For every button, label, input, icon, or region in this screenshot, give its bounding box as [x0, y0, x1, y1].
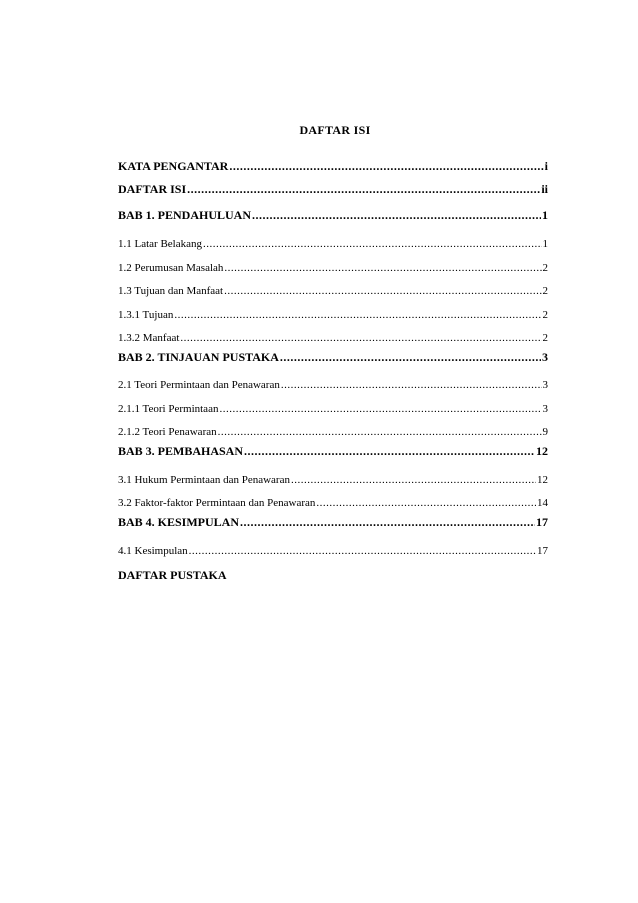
- toc-entry-label: DAFTAR ISI: [118, 182, 187, 196]
- toc-entry-page: 17: [536, 515, 548, 529]
- toc-entry-1-3[interactable]: [118, 284, 548, 299]
- toc-leader-dots: [180, 331, 541, 346]
- toc-entry-page: 3: [542, 350, 548, 364]
- toc-leader-dots: [224, 261, 541, 276]
- toc-leader-dots: [224, 284, 541, 299]
- toc-entry-page: 2: [542, 285, 548, 297]
- toc-entry-label: KATA PENGANTAR: [118, 159, 229, 173]
- toc-entry-page: i: [544, 159, 548, 173]
- toc-entry-page: 9: [542, 426, 548, 438]
- toc-leader-dots: [187, 181, 540, 197]
- toc-entry-1-3-1[interactable]: [118, 308, 548, 323]
- toc-entry-page: 1: [542, 238, 548, 250]
- toc-entry-page: 3: [542, 403, 548, 415]
- toc-entry-label: BAB 1. PENDAHULUAN: [118, 208, 252, 222]
- toc-entry-label: 4.1 Kesimpulan: [118, 545, 188, 557]
- toc-leader-dots: [174, 308, 541, 323]
- toc-entry-bab-4[interactable]: [118, 514, 548, 530]
- toc-entry-page: 12: [536, 444, 548, 458]
- toc-entry-label: 3.1 Hukum Permintaan dan Penawaran: [118, 474, 290, 486]
- toc-leader-dots: [203, 237, 542, 252]
- toc-leader-dots: [218, 425, 542, 440]
- toc-entry-daftar-pustaka[interactable]: [118, 567, 548, 583]
- toc-entry-bab-1[interactable]: [118, 207, 548, 223]
- toc-entry-label: 1.1 Latar Belakang: [118, 238, 202, 250]
- toc-leader-dots: [229, 158, 543, 174]
- toc-entry-3-1[interactable]: [118, 473, 548, 488]
- toc-entry-page: ii: [541, 182, 548, 196]
- toc-leader-dots: [281, 378, 542, 393]
- toc-entry-label: 1.3.2 Manfaat: [118, 332, 180, 344]
- toc-entry-2-1-1[interactable]: [118, 402, 548, 417]
- toc-leader-dots: [280, 349, 541, 365]
- toc-entry-daftar-isi[interactable]: [118, 181, 548, 197]
- toc-entry-1-1[interactable]: [118, 237, 548, 252]
- toc-entry-page: 17: [537, 545, 548, 557]
- toc-leader-dots: [252, 207, 541, 223]
- toc-entry-1-3-2[interactable]: [118, 331, 548, 346]
- toc-entry-label: DAFTAR PUSTAKA: [118, 568, 227, 582]
- toc-entry-label: 1.3 Tujuan dan Manfaat: [118, 285, 224, 297]
- toc-leader-dots: [219, 402, 541, 417]
- toc-entry-page: 2: [542, 262, 548, 274]
- toc-entry-bab-2[interactable]: [118, 349, 548, 365]
- page-title: DAFTAR ISI: [299, 123, 371, 137]
- toc-entry-page: 12: [537, 474, 548, 486]
- toc-entry-page: 1: [542, 208, 548, 222]
- toc-entry-4-1[interactable]: [118, 544, 548, 559]
- toc-entry-page: 2: [542, 309, 548, 321]
- toc-entry-page: 3: [542, 379, 548, 391]
- toc-entry-label: 2.1.2 Teori Penawaran: [118, 426, 217, 438]
- toc-entry-label: BAB 2. TINJAUAN PUSTAKA: [118, 350, 279, 364]
- toc-entry-label: 2.1.1 Teori Permintaan: [118, 403, 219, 415]
- toc-entry-page: 2: [542, 332, 548, 344]
- toc-entry-3-2[interactable]: [118, 496, 548, 511]
- toc-leader-dots: [189, 544, 536, 559]
- toc-entry-label: 1.3.1 Tujuan: [118, 309, 174, 321]
- toc-leader-dots: [291, 473, 536, 488]
- toc-entry-label: 2.1 Teori Permintaan dan Penawaran: [118, 379, 280, 391]
- toc-entry-2-1[interactable]: [118, 378, 548, 393]
- toc-leader-dots: [240, 514, 535, 530]
- toc-entry-page: 14: [537, 497, 548, 509]
- toc-leader-dots: [316, 496, 536, 511]
- toc-entry-label: BAB 4. KESIMPULAN: [118, 515, 240, 529]
- toc-entry-label: 3.2 Faktor-faktor Permintaan dan Penawaran: [118, 497, 316, 509]
- toc-entry-1-2[interactable]: [118, 261, 548, 276]
- toc-entry-label: 1.2 Perumusan Masalah: [118, 262, 224, 274]
- toc-leader-dots: [244, 443, 535, 459]
- toc-entry-label: BAB 3. PEMBAHASAN: [118, 444, 244, 458]
- toc-entry-2-1-2[interactable]: [118, 425, 548, 440]
- toc-entry-kata-pengantar[interactable]: [118, 158, 548, 174]
- toc-entry-bab-3[interactable]: [118, 443, 548, 459]
